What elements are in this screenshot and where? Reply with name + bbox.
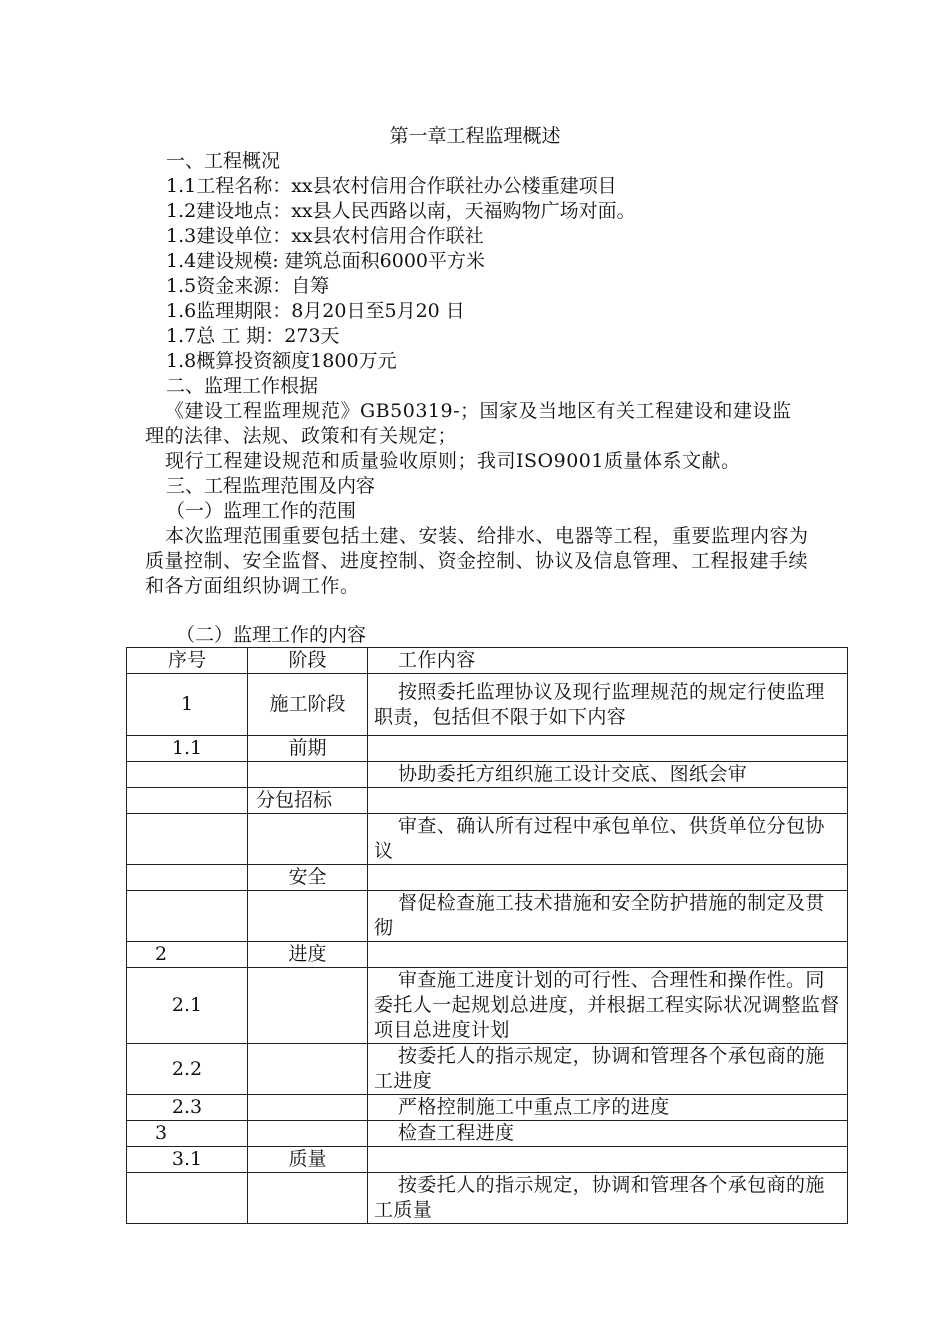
row-number: 1 [127, 674, 248, 736]
header-cell: 工作内容 [368, 648, 848, 674]
table-row [127, 891, 848, 942]
table-header-row [127, 648, 848, 674]
scope-paragraph: 本次监理范围重要包括土建、安装、给排水、电器等工程，重要监理内容为质量控制、安全监督、进度控制、资金控制、协议及信息管理、工程报建手续和各方面组织协调工作。 [145, 525, 809, 597]
overview-item: 1.1工程名称：xx县农村信用合作联社办公楼重建项目 [166, 175, 617, 197]
row-work: 审查施工进度计划的可行性、合理性和操作性。同委托人一起规划总进度，并根据工程实际状况调整监督项目总进度计划 [368, 968, 848, 1044]
table-row [127, 942, 848, 968]
overview-item: 1.7总 工 期：273天 [166, 325, 340, 347]
row-number: 2.1 [127, 968, 248, 1044]
row-stage [248, 968, 368, 1044]
section2-heading: 二、监理工作根据 [166, 375, 319, 397]
row-work: 督促检查施工技术措施和安全防护措施的制定及贯彻 [368, 891, 848, 942]
table-row [127, 1173, 848, 1224]
row-number [127, 788, 248, 814]
row-work: 按委托人的指示规定，协调和管理各个承包商的施工进度 [368, 1044, 848, 1095]
section1-heading: 一、工程概况 [166, 150, 281, 172]
row-work: 检查工程进度 [368, 1121, 848, 1147]
overview-item: 1.3建设单位：xx县农村信用合作联社 [166, 225, 484, 247]
row-stage [248, 1044, 368, 1095]
row-number [127, 762, 248, 788]
table-row [127, 674, 848, 736]
row-work [368, 736, 848, 762]
row-work [368, 1147, 848, 1173]
section3-heading: 三、工程监理范围及内容 [166, 475, 376, 497]
row-number: 2.2 [127, 1044, 248, 1095]
basis-paragraph: 现行工程建设规范和质量验收原则；我司ISO9001质量体系文献。 [165, 450, 741, 472]
basis-paragraph: 《建设工程监理规范》GB50319-；国家及当地区有关工程建设和建设监理的法律、法规、政策和有关规定； [145, 400, 792, 447]
row-work: 按照委托监理协议及现行监理规范的规定行使监理职责，包括但不限于如下内容 [368, 674, 848, 736]
row-stage: 前期 [248, 736, 368, 762]
overview-item: 1.5资金来源：自筹 [166, 275, 330, 297]
row-stage [248, 1173, 368, 1224]
table-row [127, 1044, 848, 1095]
row-stage: 质量 [248, 1147, 368, 1173]
row-stage [248, 1095, 368, 1121]
row-stage [248, 814, 368, 865]
row-work [368, 865, 848, 891]
content-subheading: （二）监理工作的内容 [176, 624, 367, 646]
table-row [127, 814, 848, 865]
row-number [127, 891, 248, 942]
scope-subheading: （一）监理工作的范围 [166, 500, 357, 522]
row-number: 2 [127, 942, 248, 968]
row-stage [248, 891, 368, 942]
table-row [127, 788, 848, 814]
row-stage: 施工阶段 [248, 674, 368, 736]
row-number [127, 1173, 248, 1224]
table-row [127, 1095, 848, 1121]
row-number: 2.3 [127, 1095, 248, 1121]
overview-item: 1.6监理期限：8月20日至5月20 日 [166, 300, 465, 322]
row-stage: 进度 [248, 942, 368, 968]
overview-item: 1.8概算投资额度1800万元 [166, 350, 397, 372]
row-stage [248, 762, 368, 788]
work-content-table [126, 647, 848, 1224]
table-row [127, 736, 848, 762]
row-number: 3 [127, 1121, 248, 1147]
row-work [368, 788, 848, 814]
row-number [127, 865, 248, 891]
table-row [127, 865, 848, 891]
row-work: 按委托人的指示规定，协调和管理各个承包商的施工质量 [368, 1173, 848, 1224]
row-number [127, 814, 248, 865]
chapter-title: 第一章工程监理概述 [389, 125, 561, 147]
header-cell: 序号 [127, 648, 248, 674]
row-work: 严格控制施工中重点工序的进度 [368, 1095, 848, 1121]
row-number: 3.1 [127, 1147, 248, 1173]
overview-item: 1.4建设规模: 建筑总面积6000平方米 [166, 250, 486, 272]
header-cell: 阶段 [248, 648, 368, 674]
table-row [127, 1121, 848, 1147]
row-work: 审查、确认所有过程中承包单位、供货单位分包协议 [368, 814, 848, 865]
table-row [127, 968, 848, 1044]
row-stage [248, 1121, 368, 1147]
overview-item: 1.2建设地点：xx县人民西路以南，天福购物广场对面。 [166, 200, 636, 222]
table-row [127, 1147, 848, 1173]
row-number: 1.1 [127, 736, 248, 762]
table-row [127, 762, 848, 788]
row-work: 协助委托方组织施工设计交底、图纸会审 [368, 762, 848, 788]
row-stage: 安全 [248, 865, 368, 891]
row-work [368, 942, 848, 968]
row-stage: 分包招标 [248, 788, 368, 814]
